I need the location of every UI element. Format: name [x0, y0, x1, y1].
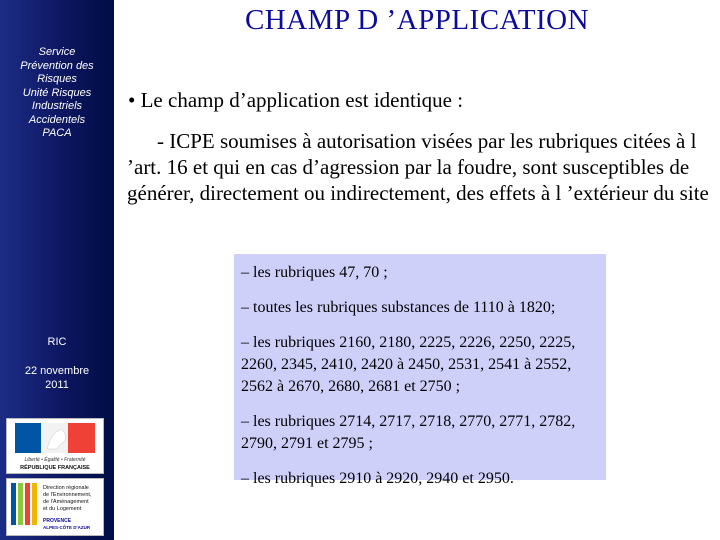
dreal-emblem-icon — [7, 479, 103, 535]
logo2-line: Direction régionale — [43, 485, 89, 491]
icpe-paragraph: - ICPE soumises à autorisation visées par les rubriques citées à l ’art. 16 et qui en cas d’agression par la foudre, sont susceptibles de générer, directement ou indirectement, des effets à l ’extérieur du site — [127, 129, 709, 205]
logo1-caption: RÉPUBLIQUE FRANÇAISE — [20, 465, 90, 471]
dreal-bar-green — [18, 483, 23, 525]
org-line: Accidentels — [28, 113, 86, 126]
list-item: – les rubriques 2714, 2717, 2718, 2770, 2771, 2782, 2790, 2791 et 2795 ; — [241, 413, 576, 452]
logo2-line: ALPES-CÔTE D'AZUR — [43, 525, 91, 530]
org-line: Prévention des — [20, 59, 94, 72]
flag-red-band — [68, 423, 95, 453]
logo2-line: PROVENCE — [43, 518, 72, 524]
date-line: 2011 — [45, 379, 69, 391]
event-date — [4, 364, 110, 392]
marianne-flag-icon — [7, 419, 103, 473]
bullet-point: • Le champ d’application est identique : — [128, 88, 464, 112]
date-line: 22 novembre — [24, 365, 90, 377]
flag-blue-band — [15, 423, 41, 453]
dreal-bar-blue — [11, 483, 16, 525]
dreal-logo — [6, 478, 104, 536]
list-item: – les rubriques 47, 70 ; — [241, 264, 388, 281]
list-item: – toutes les rubriques substances de 1110 à 1820; — [241, 299, 556, 316]
list-item: – les rubriques 2910 à 2920, 2940 et 2950. — [241, 470, 514, 487]
event-name: RIC — [47, 336, 67, 348]
org-name — [4, 46, 110, 141]
org-line: PACA — [42, 127, 72, 139]
org-line: Unité Risques — [22, 86, 92, 99]
logo2-line: et du Logement — [43, 506, 82, 512]
sidebar — [0, 0, 114, 540]
logo2-line: de l'Environnement, — [43, 492, 92, 498]
org-line: Risques — [37, 73, 77, 85]
republique-francaise-logo — [6, 418, 104, 474]
org-line: Industriels — [31, 100, 83, 112]
list-item: – les rubriques 2160, 2180, 2225, 2226, 2250, 2225, 2260, 2345, 2410, 2420 à 2450, 2531, 2541 à 2552, 2562 à 2670, 2680, 2681 et 2750 ; — [241, 334, 576, 395]
rubriques-list-box — [234, 254, 606, 487]
org-line: Service — [38, 46, 76, 58]
dreal-bar-yellow — [32, 483, 37, 525]
logo1-motto: Liberté • Égalité • Fraternité — [24, 457, 86, 463]
slide-title: CHAMP D ’APPLICATION — [244, 4, 590, 36]
dreal-bar-red — [25, 483, 30, 525]
logo2-line: de l'Aménagement — [43, 499, 89, 505]
